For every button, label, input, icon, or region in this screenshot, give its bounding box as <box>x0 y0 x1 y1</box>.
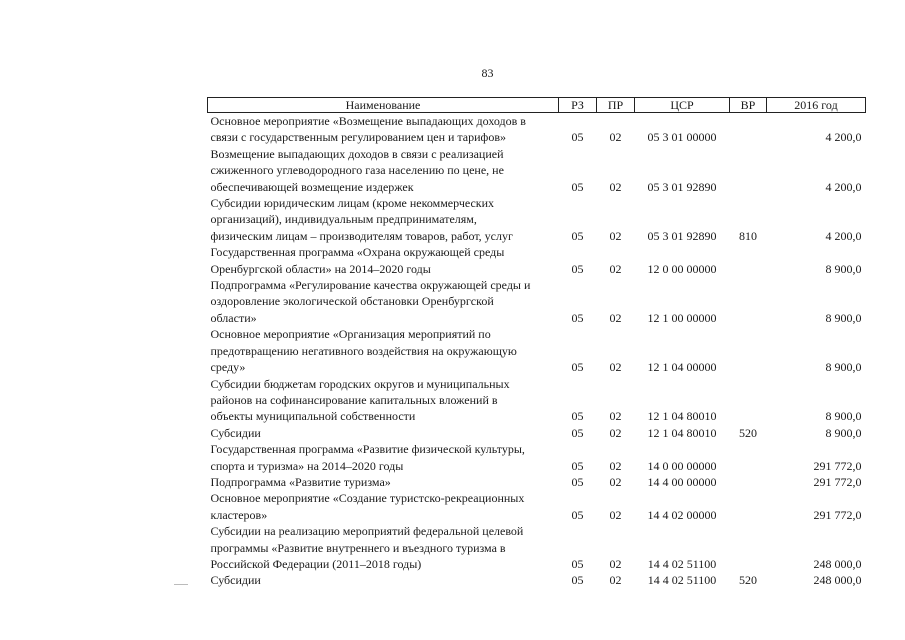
row-csr: 05 3 01 00000 <box>647 130 717 145</box>
row-pr: 02 <box>609 409 622 424</box>
row-vr: 810 <box>739 228 757 243</box>
row-vr: 520 <box>739 573 757 588</box>
row-csr: 14 4 00 00000 <box>647 474 717 489</box>
header-rz: РЗ <box>559 98 597 113</box>
header-csr: ЦСР <box>635 98 730 113</box>
row-vr <box>730 146 767 195</box>
row-name-line: Субсидии юридическим лицам (кроме некоммерческих <box>210 196 495 211</box>
header-pr: ПР <box>597 98 635 113</box>
table-row <box>208 376 866 425</box>
row-rz: 05 <box>571 474 584 489</box>
row-name-line: связи с государственным регулированием цен и тарифов» <box>210 130 506 145</box>
row-amount: 248 000,0 <box>813 556 862 571</box>
header-vr: ВР <box>730 98 767 113</box>
row-csr: 12 1 00 00000 <box>647 310 717 325</box>
row-name-line: Государственная программа «Развитие физической культуры, <box>210 442 525 457</box>
row-amount: 8 900,0 <box>825 360 862 375</box>
table-row <box>208 326 866 375</box>
row-amount: 291 772,0 <box>813 474 862 489</box>
table-row <box>208 474 866 490</box>
table-row <box>208 572 866 588</box>
row-name-line: области» <box>210 310 257 325</box>
row-rz: 05 <box>571 458 584 473</box>
budget-table <box>207 97 866 589</box>
row-name <box>208 523 559 572</box>
row-vr <box>730 113 767 146</box>
table-row <box>208 146 866 195</box>
row-name <box>208 195 559 244</box>
row-name-line: предотвращению негативного воздействия на окружающую <box>210 343 517 358</box>
margin-mark <box>174 584 188 585</box>
row-name-line: Основное мероприятие «Создание туристско-рекреационных <box>210 491 525 506</box>
row-vr <box>730 523 767 572</box>
row-vr <box>730 441 767 474</box>
row-name-line: организаций), индивидуальным предпринимателям, <box>210 212 477 227</box>
row-rz: 05 <box>571 261 584 276</box>
row-pr: 02 <box>609 228 622 243</box>
row-name <box>208 572 559 588</box>
row-amount: 8 900,0 <box>825 409 862 424</box>
row-name <box>208 490 559 523</box>
row-name <box>208 277 559 326</box>
row-amount: 8 900,0 <box>825 261 862 276</box>
row-pr: 02 <box>609 474 622 489</box>
row-name-line: районов на софинансирование капитальных вложений в <box>210 392 498 407</box>
row-rz: 05 <box>571 573 584 588</box>
row-amount: 4 200,0 <box>825 130 862 145</box>
table-row <box>208 523 866 572</box>
row-csr: 05 3 01 92890 <box>647 179 717 194</box>
row-pr: 02 <box>609 556 622 571</box>
row-rz: 05 <box>571 507 584 522</box>
row-name-line: Субсидии на реализацию мероприятий федеральной целевой <box>210 524 524 539</box>
row-name-line: Оренбургской области» на 2014–2020 годы <box>210 261 431 276</box>
row-csr: 14 4 02 00000 <box>647 507 717 522</box>
row-name-line: Подпрограмма «Регулирование качества окружающей среды и <box>210 278 531 293</box>
row-rz: 05 <box>571 425 584 440</box>
row-pr: 02 <box>609 130 622 145</box>
row-name-line: Субсидии бюджетам городских округов и муниципальных <box>210 376 510 391</box>
row-csr: 05 3 01 92890 <box>647 228 717 243</box>
row-rz: 05 <box>571 179 584 194</box>
row-pr: 02 <box>609 261 622 276</box>
row-amount: 8 900,0 <box>825 310 862 325</box>
table-row <box>208 441 866 474</box>
row-name <box>208 425 559 441</box>
row-pr: 02 <box>609 458 622 473</box>
row-pr: 02 <box>609 507 622 522</box>
row-name <box>208 474 559 490</box>
table-row <box>208 490 866 523</box>
row-name-line: Государственная программа «Охрана окружающей среды <box>210 245 505 260</box>
row-rz: 05 <box>571 310 584 325</box>
row-rz: 05 <box>571 360 584 375</box>
row-vr <box>730 326 767 375</box>
row-csr: 12 1 04 80010 <box>647 409 717 424</box>
row-csr: 14 0 00 00000 <box>647 458 717 473</box>
page-number: 83 <box>481 66 494 80</box>
row-csr: 14 4 02 51100 <box>647 573 717 588</box>
row-rz: 05 <box>571 130 584 145</box>
row-vr <box>730 474 767 490</box>
row-amount: 4 200,0 <box>825 179 862 194</box>
row-rz: 05 <box>571 409 584 424</box>
row-csr: 14 4 02 51100 <box>647 556 717 571</box>
header-name: Наименование <box>208 98 559 113</box>
row-vr <box>730 490 767 523</box>
table-row <box>208 425 866 441</box>
table-row <box>208 277 866 326</box>
row-pr: 02 <box>609 310 622 325</box>
table-row <box>208 195 866 244</box>
table-row <box>208 244 866 277</box>
row-name-line: физическим лицам – производителям товаров, работ, услуг <box>210 228 513 243</box>
row-name-line: Российской Федерации (2011–2018 годы) <box>210 556 422 571</box>
table-row <box>208 113 866 146</box>
row-name-line: обеспечивающей возмещение издержек <box>210 179 414 194</box>
row-pr: 02 <box>609 573 622 588</box>
row-name <box>208 441 559 474</box>
row-amount: 4 200,0 <box>825 228 862 243</box>
row-rz: 05 <box>571 228 584 243</box>
row-amount: 291 772,0 <box>813 507 862 522</box>
row-amount: 8 900,0 <box>825 425 862 440</box>
row-name-line: сжиженного углеводородного газа населению по цене, не <box>210 163 504 178</box>
row-name-line: программы «Развитие внутреннего и въездного туризма в <box>210 540 506 555</box>
row-name-line: среду» <box>210 360 246 375</box>
row-rz: 05 <box>571 556 584 571</box>
row-name <box>208 146 559 195</box>
row-csr: 12 1 04 80010 <box>647 425 717 440</box>
row-vr <box>730 376 767 425</box>
row-name <box>208 244 559 277</box>
row-name-line: Субсидии <box>210 425 261 440</box>
header-amount: 2016 год <box>767 98 866 113</box>
row-name-line: Субсидии <box>210 573 261 588</box>
row-csr: 12 0 00 00000 <box>647 261 717 276</box>
row-name <box>208 376 559 425</box>
row-pr: 02 <box>609 425 622 440</box>
row-pr: 02 <box>609 179 622 194</box>
row-name <box>208 326 559 375</box>
row-name-line: оздоровление экологической обстановки Оренбургской <box>210 294 494 309</box>
row-name-line: Основное мероприятие «Возмещение выпадающих доходов в <box>210 114 526 128</box>
row-csr: 12 1 04 00000 <box>647 360 717 375</box>
row-name <box>208 113 559 146</box>
row-vr <box>730 244 767 277</box>
table-header-row <box>208 98 866 113</box>
row-name-line: Возмещение выпадающих доходов в связи с реализацией <box>210 146 504 161</box>
row-name-line: Подпрограмма «Развитие туризма» <box>210 474 391 489</box>
row-name-line: Основное мероприятие «Организация мероприятий по <box>210 327 491 342</box>
row-name-line: спорта и туризма» на 2014–2020 годы <box>210 458 404 473</box>
row-name-line: кластеров» <box>210 507 268 522</box>
row-name-line: объекты муниципальной собственности <box>210 409 416 424</box>
row-amount: 291 772,0 <box>813 458 862 473</box>
row-pr: 02 <box>609 360 622 375</box>
row-vr <box>730 277 767 326</box>
row-vr: 520 <box>739 425 757 440</box>
row-amount: 248 000,0 <box>813 573 862 588</box>
